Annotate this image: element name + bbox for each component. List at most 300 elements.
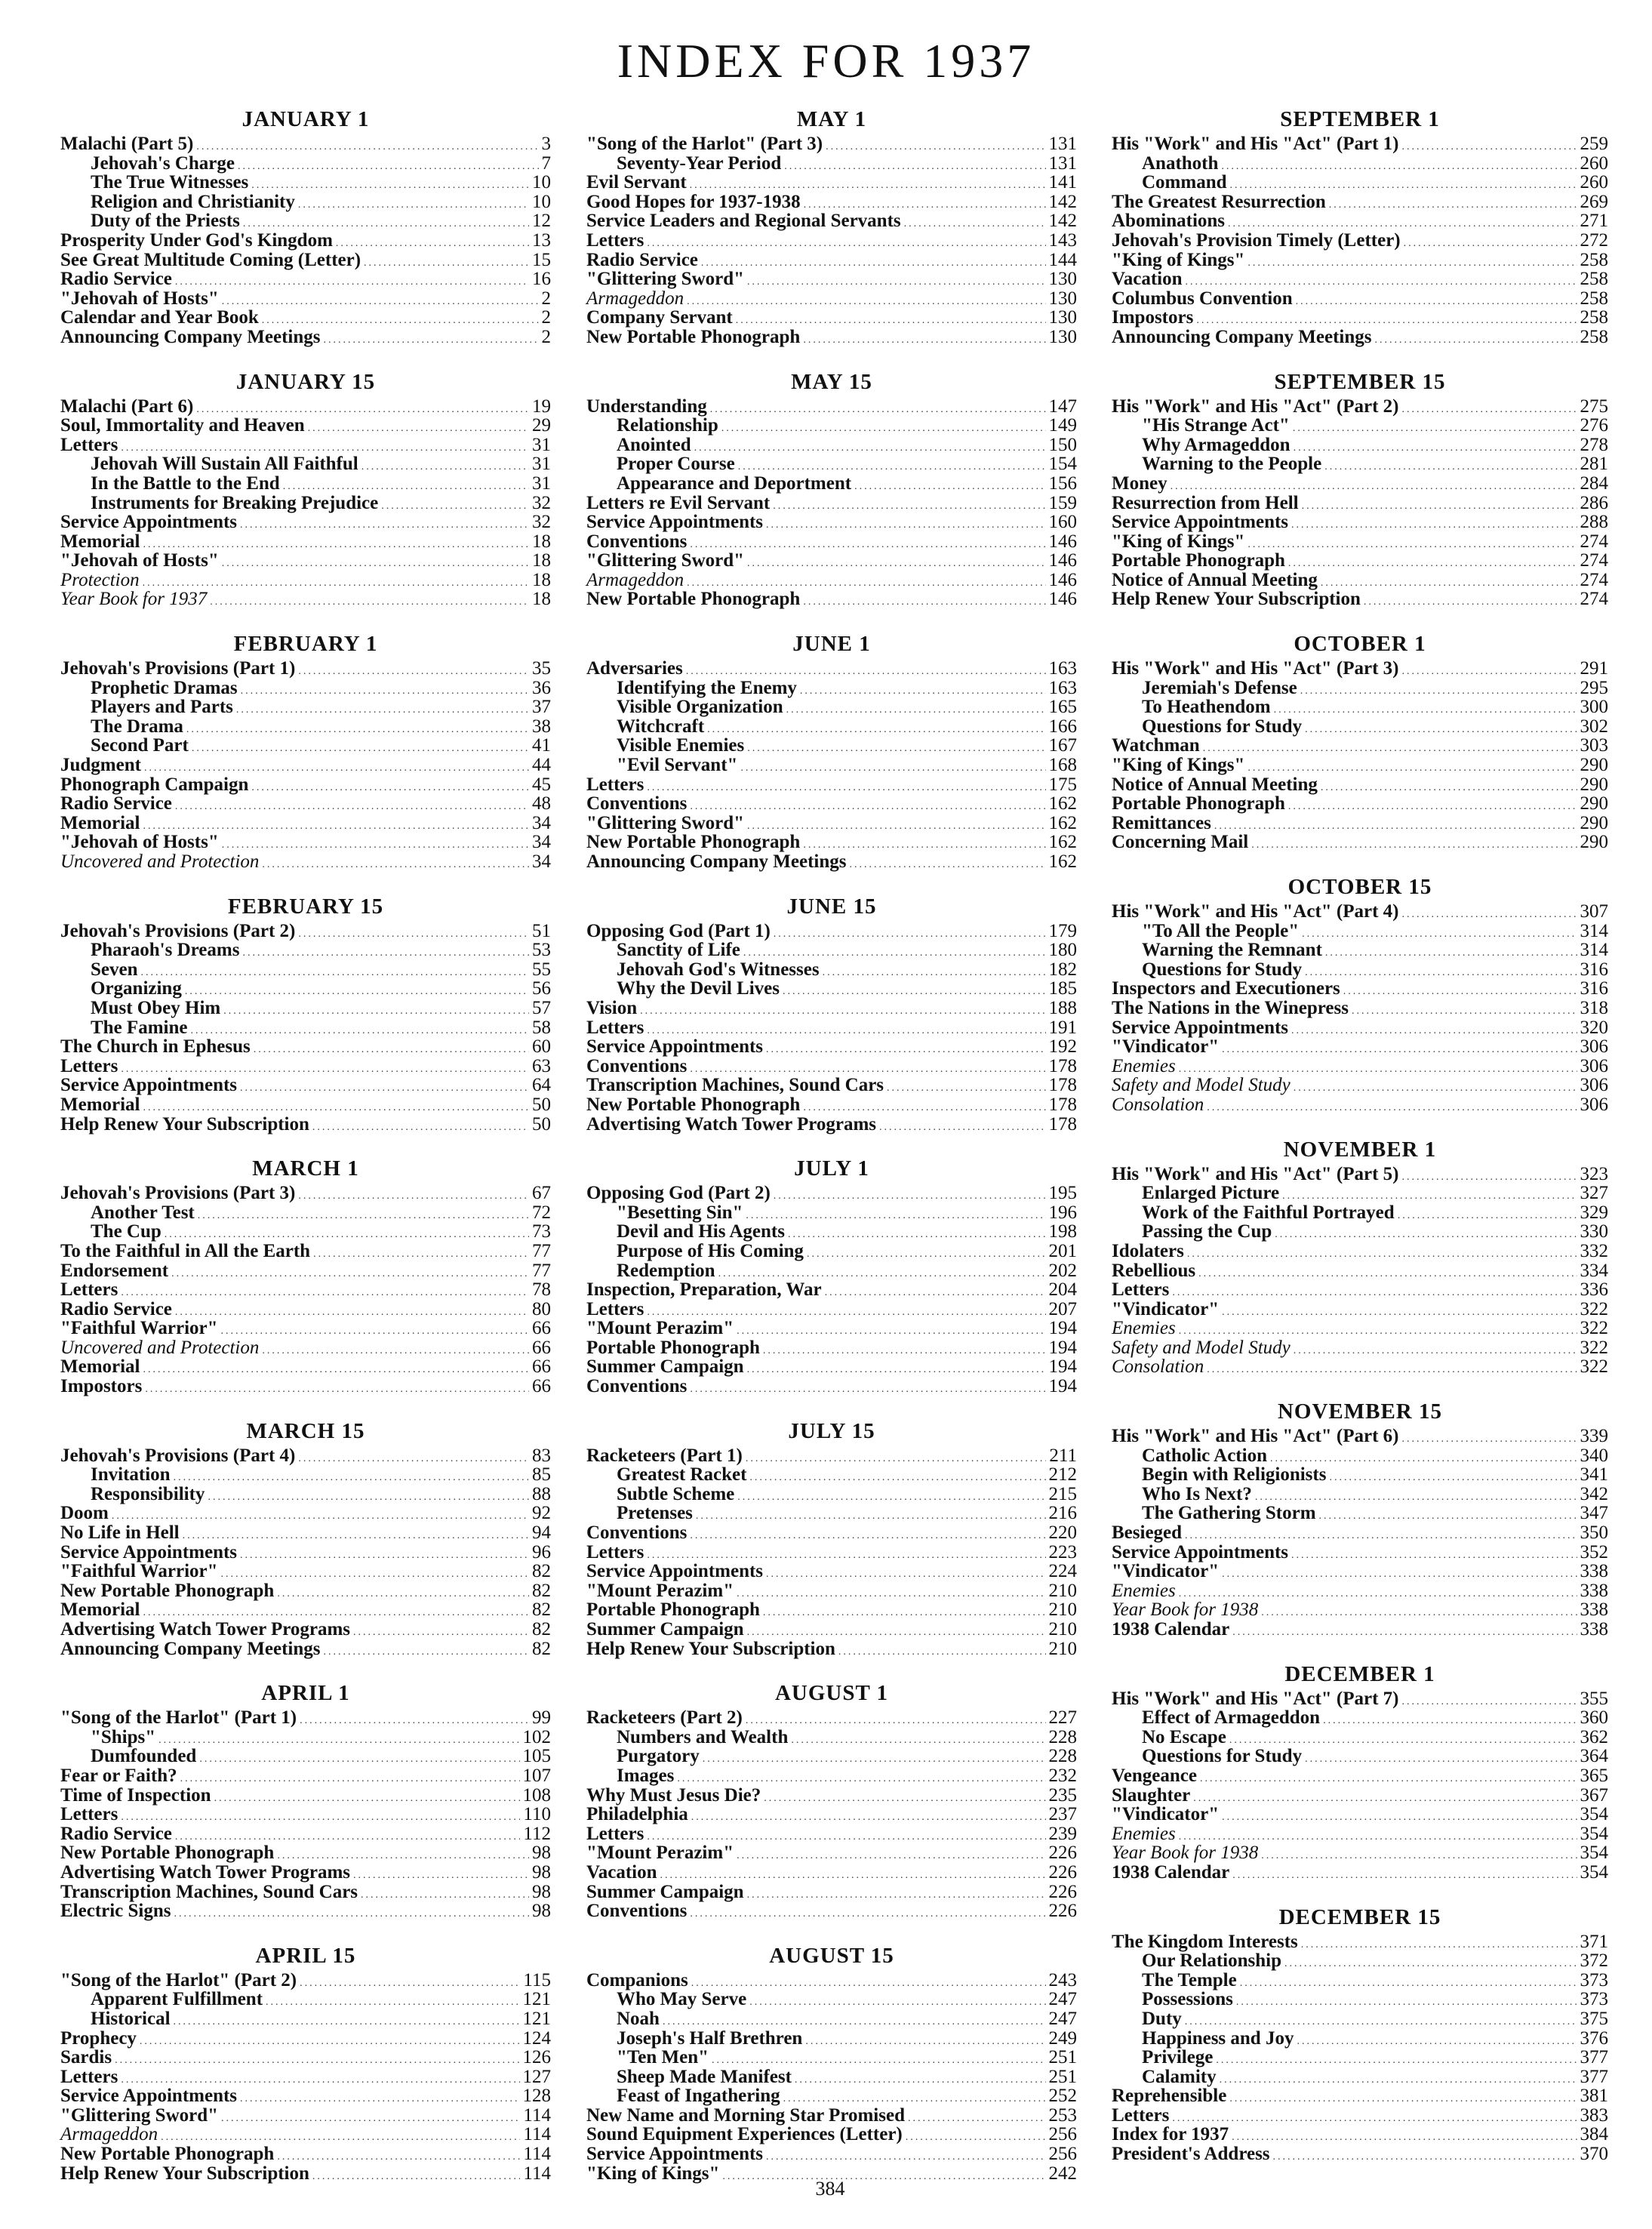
entry-page-number: 291 — [1580, 658, 1608, 679]
index-entry — [586, 1357, 1077, 1377]
dot-leader — [783, 982, 1046, 1002]
index-entry — [1112, 736, 1608, 756]
entry-title: To the Faithful in All the Earth — [60, 1240, 311, 1261]
entry-title: Jehovah God's Witnesses — [617, 959, 820, 980]
index-entry — [60, 2125, 551, 2144]
entry-page-number: 18 — [532, 531, 551, 552]
index-subentry — [586, 1261, 1077, 1281]
dot-leader — [1375, 331, 1577, 350]
dot-leader — [1207, 1360, 1577, 1380]
dot-leader — [240, 516, 529, 535]
entry-page-number: 274 — [1580, 550, 1608, 571]
entry-title: Memorial — [60, 531, 140, 552]
entry-page-number: 66 — [532, 1356, 551, 1378]
index-entry — [60, 1883, 551, 1902]
entry-title: Why Armageddon — [1142, 434, 1291, 455]
entry-title: Dumfounded — [91, 1746, 197, 1767]
dot-leader — [221, 2109, 520, 2129]
dot-leader — [1236, 1993, 1577, 2012]
entry-title: Impostors — [1112, 307, 1194, 328]
entry-page-number: 192 — [1048, 1036, 1077, 1058]
entry-page-number: 143 — [1048, 229, 1077, 251]
index-subentry — [586, 697, 1077, 717]
dot-leader — [381, 497, 529, 516]
entry-title: Service Appointments — [586, 1561, 764, 1582]
dot-leader — [1402, 1430, 1577, 1449]
entry-page-number: 57 — [532, 997, 551, 1018]
entry-title: New Portable Phonograph — [586, 832, 801, 853]
entry-title: Memorial — [60, 1094, 140, 1115]
entry-title: The Nations in the Winepress — [1112, 997, 1349, 1018]
entry-title: "King of Kings" — [1112, 249, 1245, 270]
entry-title: Phonograph Campaign — [60, 774, 249, 795]
dot-leader — [1291, 1546, 1577, 1566]
entry-title: "King of Kings" — [586, 2163, 720, 2184]
index-entry — [60, 1184, 551, 1203]
index-entry — [60, 436, 551, 455]
entry-page-number: 98 — [532, 1901, 551, 1922]
entry-page-number: 2 — [541, 288, 551, 309]
index-entry — [1112, 251, 1608, 270]
issue-heading: JANUARY 1 — [241, 107, 370, 131]
entry-page-number: 329 — [1580, 1202, 1608, 1223]
dot-leader — [746, 1711, 1046, 1731]
index-subentry — [586, 1747, 1077, 1766]
entry-title: Notice of Annual Meeting — [1112, 569, 1318, 590]
entry-page-number: 98 — [532, 1881, 551, 1902]
dot-leader — [701, 254, 1046, 273]
entry-page-number: 144 — [1048, 249, 1077, 270]
dot-leader — [277, 1584, 529, 1604]
index-entry — [1112, 1095, 1608, 1115]
entry-title: Questions for Study — [1142, 1746, 1303, 1767]
entry-title: Announcing Company Meetings — [60, 326, 321, 347]
issue-heading: OCTOBER 1 — [1294, 632, 1426, 657]
index-entry — [60, 1057, 551, 1076]
index-entry — [60, 1843, 551, 1863]
index-entry — [60, 1115, 551, 1135]
entry-title: "Ships" — [91, 1726, 156, 1747]
entry-title: Jehovah's Provisions (Part 1) — [60, 658, 296, 679]
entry-title: Images — [617, 1765, 675, 1786]
entry-title: Service Appointments — [60, 512, 238, 533]
entry-page-number: 175 — [1048, 774, 1077, 795]
entry-title: The Kingdom Interests — [1112, 1931, 1298, 1952]
index-entry — [60, 2029, 551, 2049]
entry-page-number: 162 — [1048, 793, 1077, 814]
entry-page-number: 365 — [1580, 1765, 1608, 1786]
entry-page-number: 336 — [1580, 1279, 1608, 1301]
index-entry — [60, 590, 551, 609]
dot-leader — [737, 1846, 1045, 1866]
entry-title: Armageddon — [586, 288, 684, 309]
entry-title: Memorial — [60, 812, 140, 833]
entry-title: Visible Enemies — [617, 735, 745, 756]
entry-page-number: 66 — [532, 1318, 551, 1339]
entry-page-number: 82 — [532, 1599, 551, 1621]
entry-page-number: 64 — [532, 1075, 551, 1096]
index-entry — [586, 1971, 1077, 1990]
entry-title: His "Work" and His "Act" (Part 4) — [1112, 901, 1399, 922]
issue-section — [586, 893, 1077, 1135]
entry-page-number: 258 — [1580, 326, 1608, 347]
dot-leader — [1193, 1789, 1577, 1809]
issue-section — [60, 893, 551, 1135]
index-entry — [586, 2106, 1077, 2126]
issue-section — [60, 368, 551, 610]
entry-title: Redemption — [617, 1260, 715, 1281]
index-subentry — [60, 1728, 551, 1747]
entry-title: Pharaoh's Dreams — [91, 940, 240, 961]
entry-title: Armageddon — [60, 2124, 158, 2145]
index-subentry — [1112, 1446, 1608, 1466]
index-entry — [1112, 397, 1608, 417]
entry-page-number: 195 — [1048, 1183, 1077, 1204]
dot-leader — [1329, 195, 1577, 215]
entry-page-number: 154 — [1048, 454, 1077, 475]
entry-page-number: 258 — [1580, 269, 1608, 290]
dot-leader — [887, 1079, 1045, 1098]
entry-title: Service Appointments — [1112, 1017, 1289, 1038]
dot-leader — [208, 1488, 529, 1507]
entry-page-number: 147 — [1048, 396, 1077, 417]
entry-title: Jeremiah's Defense — [1142, 677, 1297, 698]
entry-title: Consolation — [1112, 1094, 1204, 1115]
entry-page-number: 251 — [1048, 2066, 1077, 2087]
index-subentry — [1112, 1485, 1608, 1504]
index-entry — [1112, 1057, 1608, 1076]
entry-title: Relationship — [617, 415, 718, 436]
index-entry — [586, 251, 1077, 270]
entry-page-number: 98 — [532, 1843, 551, 1864]
entry-title: New Portable Phonograph — [60, 1843, 275, 1864]
entry-title: The Drama — [91, 716, 183, 737]
entry-page-number: 322 — [1580, 1356, 1608, 1378]
entry-title: Invitation — [91, 1464, 171, 1485]
entry-title: Jehovah's Provision Timely (Letter) — [1112, 229, 1401, 251]
entry-page-number: 150 — [1048, 434, 1077, 455]
dot-leader — [223, 1002, 529, 1021]
index-subentry — [60, 173, 551, 192]
entry-title: Besieged — [1112, 1522, 1183, 1544]
dot-leader — [1222, 1565, 1577, 1584]
entry-title: In the Battle to the End — [91, 473, 280, 494]
dot-leader — [1261, 1846, 1577, 1866]
dot-leader — [1275, 1225, 1577, 1245]
index-entry — [586, 1805, 1077, 1824]
index-entry — [586, 134, 1077, 154]
index-entry — [1112, 659, 1608, 679]
entry-page-number: 288 — [1580, 512, 1608, 533]
index-entry — [1112, 192, 1608, 212]
index-subentry — [1112, 1203, 1608, 1223]
entry-title: Jehovah Will Sustain All Faithful — [91, 454, 358, 475]
entry-title: Opposing God (Part 1) — [586, 920, 771, 941]
entry-page-number: 18 — [532, 550, 551, 571]
dot-leader — [825, 1283, 1046, 1303]
index-subentry — [586, 1728, 1077, 1747]
entry-title: Transcription Machines, Sound Cars — [60, 1881, 358, 1902]
entry-title: Vision — [586, 997, 638, 1018]
entry-page-number: 322 — [1580, 1298, 1608, 1319]
issue-heading: FEBRUARY 15 — [227, 894, 384, 919]
dot-leader — [1293, 419, 1577, 439]
index-entry — [586, 922, 1077, 941]
dot-leader — [747, 272, 1046, 292]
entry-page-number: 96 — [532, 1541, 551, 1562]
dot-leader — [1301, 1935, 1577, 1955]
entry-page-number: 66 — [532, 1337, 551, 1358]
index-entry — [1112, 1824, 1608, 1844]
dot-leader — [1200, 1769, 1577, 1789]
entry-page-number: 82 — [532, 1619, 551, 1639]
dot-leader — [854, 477, 1045, 497]
index-entry — [586, 308, 1077, 328]
entry-page-number: 247 — [1048, 1989, 1077, 2010]
index-entry — [586, 1901, 1077, 1921]
entry-title: Letters — [60, 1279, 118, 1301]
dot-leader — [1305, 1750, 1577, 1769]
dot-leader — [1402, 662, 1577, 682]
dot-leader — [722, 2167, 1045, 2187]
entry-page-number: 290 — [1580, 832, 1608, 853]
dot-leader — [143, 1360, 529, 1380]
entry-page-number: 275 — [1580, 396, 1608, 417]
index-entry — [1112, 1338, 1608, 1358]
dot-leader — [906, 2128, 1046, 2147]
dot-leader — [1294, 1341, 1577, 1361]
dot-leader — [175, 1303, 529, 1322]
entry-page-number: 314 — [1580, 920, 1608, 941]
entry-title: Service Appointments — [60, 1541, 238, 1562]
index-entry — [586, 1843, 1077, 1863]
entry-title: Proper Course — [617, 454, 735, 475]
dot-leader — [710, 400, 1046, 420]
dot-leader — [879, 1118, 1045, 1138]
index-subentry — [60, 474, 551, 494]
entry-title: Calamity — [1142, 2066, 1217, 2087]
entry-page-number: 94 — [532, 1522, 551, 1544]
entry-title: New Portable Phonograph — [60, 1580, 275, 1601]
index-entry — [1112, 1523, 1608, 1543]
index-entry — [60, 2144, 551, 2164]
entry-page-number: 251 — [1048, 2047, 1077, 2068]
dot-leader — [196, 137, 538, 157]
entry-page-number: 165 — [1048, 697, 1077, 718]
index-subentry — [60, 979, 551, 999]
entry-page-number: 269 — [1580, 191, 1608, 212]
index-entry — [586, 1446, 1077, 1466]
entry-page-number: 191 — [1048, 1017, 1077, 1038]
entry-title: Letters — [60, 2066, 118, 2087]
entry-title: To Heathendom — [1142, 697, 1271, 718]
entry-title: Help Renew Your Subscription — [1112, 589, 1361, 610]
dot-leader — [1187, 1245, 1577, 1264]
entry-page-number: 252 — [1048, 2086, 1077, 2107]
index-entry — [586, 1543, 1077, 1562]
entry-title: Radio Service — [60, 1823, 172, 1844]
index-entry — [586, 1523, 1077, 1543]
index-entry — [1112, 1620, 1608, 1639]
entry-page-number: 249 — [1048, 2027, 1077, 2049]
entry-page-number: 83 — [532, 1445, 551, 1466]
entry-title: Judgment — [60, 755, 141, 776]
index-entry — [586, 999, 1077, 1018]
entry-page-number: 274 — [1580, 531, 1608, 552]
index-subentry — [586, 979, 1077, 999]
entry-page-number: 35 — [532, 658, 551, 679]
entry-page-number: 7 — [541, 152, 551, 174]
entry-page-number: 367 — [1580, 1784, 1608, 1806]
index-entry — [586, 1883, 1077, 1902]
index-subentry — [1112, 1465, 1608, 1485]
dot-leader — [174, 2012, 520, 2032]
entry-title: "His Strange Act" — [1142, 415, 1290, 436]
entry-page-number: 156 — [1048, 473, 1077, 494]
entry-page-number: 342 — [1580, 1483, 1608, 1504]
index-entry — [60, 794, 551, 814]
index-entry — [60, 571, 551, 590]
issue-heading: JUNE 15 — [786, 894, 877, 919]
entry-title: Memorial — [60, 1599, 140, 1621]
entry-title: Philadelphia — [586, 1804, 688, 1825]
entry-page-number: 85 — [532, 1464, 551, 1485]
entry-page-number: 110 — [523, 1804, 551, 1825]
dot-leader — [361, 457, 529, 477]
issue-section — [1112, 630, 1608, 852]
entry-title: Resurrection from Hell — [1112, 492, 1299, 513]
entry-title: Portable Phonograph — [1112, 793, 1285, 814]
index-subentry — [60, 941, 551, 960]
entry-title: "Mount Perazim" — [586, 1318, 734, 1339]
index-entry — [1112, 2125, 1608, 2144]
index-entry — [586, 1319, 1077, 1338]
index-entry — [1112, 902, 1608, 922]
entry-title: Safety and Model Study — [1112, 1337, 1291, 1358]
index-entry — [586, 1057, 1077, 1076]
entry-page-number: 31 — [532, 473, 551, 494]
entry-page-number: 55 — [532, 959, 551, 980]
issue-heading: AUGUST 1 — [774, 1681, 889, 1706]
entry-title: "Song of the Harlot" (Part 2) — [60, 1969, 297, 1990]
dot-leader — [766, 2147, 1045, 2167]
issue-heading: APRIL 15 — [255, 1943, 356, 1968]
entry-title: Service Appointments — [586, 1036, 764, 1058]
entry-page-number: 360 — [1580, 1707, 1608, 1729]
entry-title: Armageddon — [586, 569, 684, 590]
entry-title: Responsibility — [91, 1483, 205, 1504]
dot-leader — [313, 1245, 529, 1264]
issue-section — [586, 106, 1077, 347]
entry-title: Letters — [586, 229, 644, 251]
entry-page-number: 256 — [1048, 2144, 1077, 2165]
index-entry — [586, 590, 1077, 609]
index-subentry — [1112, 2009, 1608, 2029]
dot-leader — [240, 1546, 529, 1566]
entry-title: Apparent Fulfillment — [91, 1989, 263, 2010]
entry-page-number: 338 — [1580, 1561, 1608, 1582]
entry-title: Announcing Company Meetings — [60, 1638, 321, 1659]
index-entry — [60, 1280, 551, 1300]
entry-page-number: 306 — [1580, 1036, 1608, 1058]
index-entry — [586, 289, 1077, 309]
entry-title: Letters — [1112, 2104, 1170, 2126]
index-entry — [586, 571, 1077, 590]
dot-leader — [240, 1079, 529, 1098]
index-subentry — [60, 697, 551, 717]
dot-leader — [1291, 516, 1577, 535]
entry-title: "Song of the Harlot" (Part 3) — [586, 134, 823, 154]
entry-page-number: 41 — [532, 735, 551, 756]
issue-section — [586, 1942, 1077, 2184]
dot-leader — [1329, 1468, 1577, 1488]
entry-page-number: 352 — [1580, 1541, 1608, 1562]
entry-title: 1938 Calendar — [1112, 1619, 1230, 1639]
entry-page-number: 48 — [532, 793, 551, 814]
index-entry — [586, 173, 1077, 192]
entry-page-number: 50 — [532, 1113, 551, 1135]
dot-leader — [1251, 836, 1577, 855]
index-subentry — [1112, 1728, 1608, 1747]
issue-section — [586, 1155, 1077, 1396]
entry-title: Money — [1112, 473, 1167, 494]
issue-heading: OCTOBER 15 — [1287, 875, 1432, 899]
dot-leader — [788, 1225, 1046, 1245]
index-subentry — [586, 2086, 1077, 2106]
dot-leader — [803, 331, 1045, 350]
entry-title: Conventions — [586, 1522, 688, 1544]
entry-title: Sardis — [60, 2047, 112, 2068]
dot-leader — [908, 2109, 1046, 2129]
entry-page-number: 2 — [541, 326, 551, 347]
entry-page-number: 194 — [1048, 1356, 1077, 1378]
entry-title: Why Must Jesus Die? — [586, 1784, 761, 1806]
entry-page-number: 306 — [1580, 1055, 1608, 1076]
entry-page-number: 146 — [1048, 531, 1077, 552]
index-subentry — [586, 960, 1077, 980]
dot-leader — [1321, 778, 1577, 798]
entry-page-number: 373 — [1580, 1969, 1608, 1990]
entry-page-number: 350 — [1580, 1522, 1608, 1544]
entry-page-number: 114 — [523, 2104, 551, 2126]
entry-page-number: 31 — [532, 434, 551, 455]
dot-leader — [1305, 963, 1577, 983]
entry-page-number: 290 — [1580, 755, 1608, 776]
entry-title: Feast of Ingathering — [617, 2086, 780, 2107]
entry-page-number: 341 — [1580, 1464, 1608, 1485]
entry-title: Reprehensible — [1112, 2086, 1227, 2107]
entry-title: Racketeers (Part 1) — [586, 1445, 743, 1466]
index-entry — [60, 1242, 551, 1261]
index-entry — [586, 775, 1077, 795]
entry-page-number: 239 — [1048, 1823, 1077, 1844]
entry-page-number: 281 — [1580, 454, 1608, 475]
dot-leader — [1352, 1002, 1577, 1021]
dot-leader — [1398, 1206, 1577, 1226]
entry-title: Year Book for 1938 — [1112, 1843, 1259, 1864]
dot-leader — [1291, 1021, 1577, 1041]
entry-title: Letters — [1112, 1279, 1170, 1301]
dot-leader — [1402, 400, 1577, 420]
entry-page-number: 188 — [1048, 997, 1077, 1018]
entry-title: Letters — [60, 1804, 118, 1825]
entry-page-number: 207 — [1048, 1298, 1077, 1319]
index-entry — [586, 2125, 1077, 2144]
entry-title: Adversaries — [586, 658, 683, 679]
entry-title: No Escape — [1142, 1726, 1226, 1747]
dot-leader — [298, 1449, 529, 1469]
entry-title: Enemies — [1112, 1823, 1176, 1844]
